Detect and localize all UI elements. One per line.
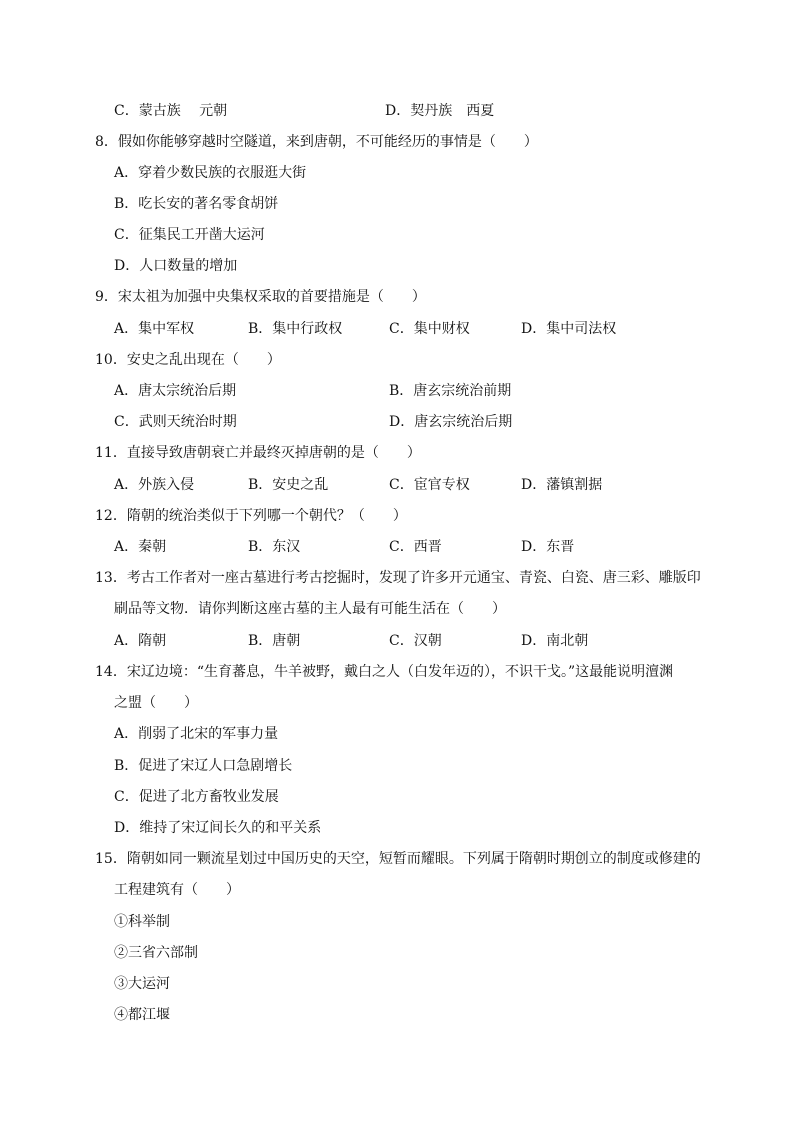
- q13-option-c: C．汉朝: [389, 633, 442, 649]
- q10-option-c: C．武则天统治时期: [114, 414, 237, 430]
- q7-option-c-text: 蒙古族 元朝: [138, 103, 228, 119]
- q8-stem: 8．假如你能够穿越时空隧道，来到唐朝，不可能经历的事情是（ ）: [95, 134, 538, 150]
- q11-option-d: D．藩镇割据: [521, 477, 603, 493]
- q12-option-b: B．东汉: [248, 539, 301, 555]
- q13-stem-line1: 13．考古工作者对一座古墓进行考古挖掘时，发现了许多开元通宝、青瓷、白瓷、唐三彩、雕版印: [95, 570, 701, 586]
- q15-item-1: ①科举制: [114, 914, 170, 930]
- q11-stem: 11．直接导致唐朝衰亡并最终灭掉唐朝的是（ ）: [95, 445, 421, 461]
- q13-option-b: B．唐朝: [248, 633, 301, 649]
- q11-option-c: C．宦官专权: [389, 477, 470, 493]
- q14-stem-line1: 14．宋辽边境：“生育蕃息，牛羊被野，戴白之人（白发年迈的），不识干戈。”这最能说明澶渊: [95, 664, 674, 680]
- q7-option-c-letter: C．: [114, 103, 139, 119]
- q15-item-2: ②三省六部制: [114, 945, 198, 961]
- q15-item-4: ④都江堰: [114, 1007, 170, 1023]
- q10-option-a: A．唐太宗统治后期: [114, 383, 237, 399]
- q9-option-a: A．集中军权: [114, 321, 195, 337]
- q9-option-d: D．集中司法权: [521, 321, 617, 337]
- q8-option-c: C．征集民工开凿大运河: [114, 227, 265, 243]
- q12-option-c: C．西晋: [389, 539, 442, 555]
- q9-option-c: C．集中财权: [389, 321, 470, 337]
- q12-stem: 12．隋朝的统治类似于下列哪一个朝代？（ ）: [95, 508, 407, 524]
- q13-option-a: A．隋朝: [114, 633, 167, 649]
- q9-stem: 9．宋太祖为加强中央集权采取的首要措施是（ ）: [95, 289, 426, 305]
- q14-option-c: C．促进了北方畜牧业发展: [114, 789, 279, 805]
- q15-item-3: ③大运河: [114, 976, 170, 992]
- q10-option-b: B．唐玄宗统治前期: [389, 383, 512, 399]
- q12-option-d: D．东晋: [521, 539, 575, 555]
- q7-option-d-text: 契丹族 西夏: [410, 103, 495, 119]
- q8-option-b: B．吃长安的著名零食胡饼: [114, 196, 279, 212]
- q8-option-d: D．人口数量的增加: [114, 258, 238, 274]
- q14-option-d: D．维持了宋辽间长久的和平关系: [114, 820, 322, 836]
- q9-option-b: B．集中行政权: [248, 321, 343, 337]
- q8-option-a: A．穿着少数民族的衣服逛大街: [114, 165, 307, 181]
- q14-option-a: A．削弱了北宋的军事力量: [114, 726, 279, 742]
- q14-stem-line2: 之盟（ ）: [114, 695, 198, 711]
- q14-option-b: B．促进了宋辽人口急剧增长: [114, 758, 293, 774]
- q15-stem-line2: 工程建筑有（ ）: [114, 882, 240, 898]
- q10-option-d: D．唐玄宗统治后期: [389, 414, 513, 430]
- q13-stem-line2: 刷品等文物．请你判断这座古墓的主人最有可能生活在（ ）: [114, 601, 506, 617]
- q7-option-d-letter: D．: [385, 103, 411, 119]
- q12-option-a: A．秦朝: [114, 539, 167, 555]
- q11-option-a: A．外族入侵: [114, 477, 195, 493]
- q7-option-d: [385, 102, 494, 120]
- q7-option-c: [114, 102, 227, 120]
- q13-option-d: D．南北朝: [521, 633, 589, 649]
- q15-stem-line1: 15．隋朝如同一颗流星划过中国历史的天空，短暂而耀眼。下列属于隋朝时期创立的制度或修建的: [95, 851, 701, 867]
- q10-stem: 10．安史之乱出现在（ ）: [95, 352, 281, 368]
- q11-option-b: B．安史之乱: [248, 477, 329, 493]
